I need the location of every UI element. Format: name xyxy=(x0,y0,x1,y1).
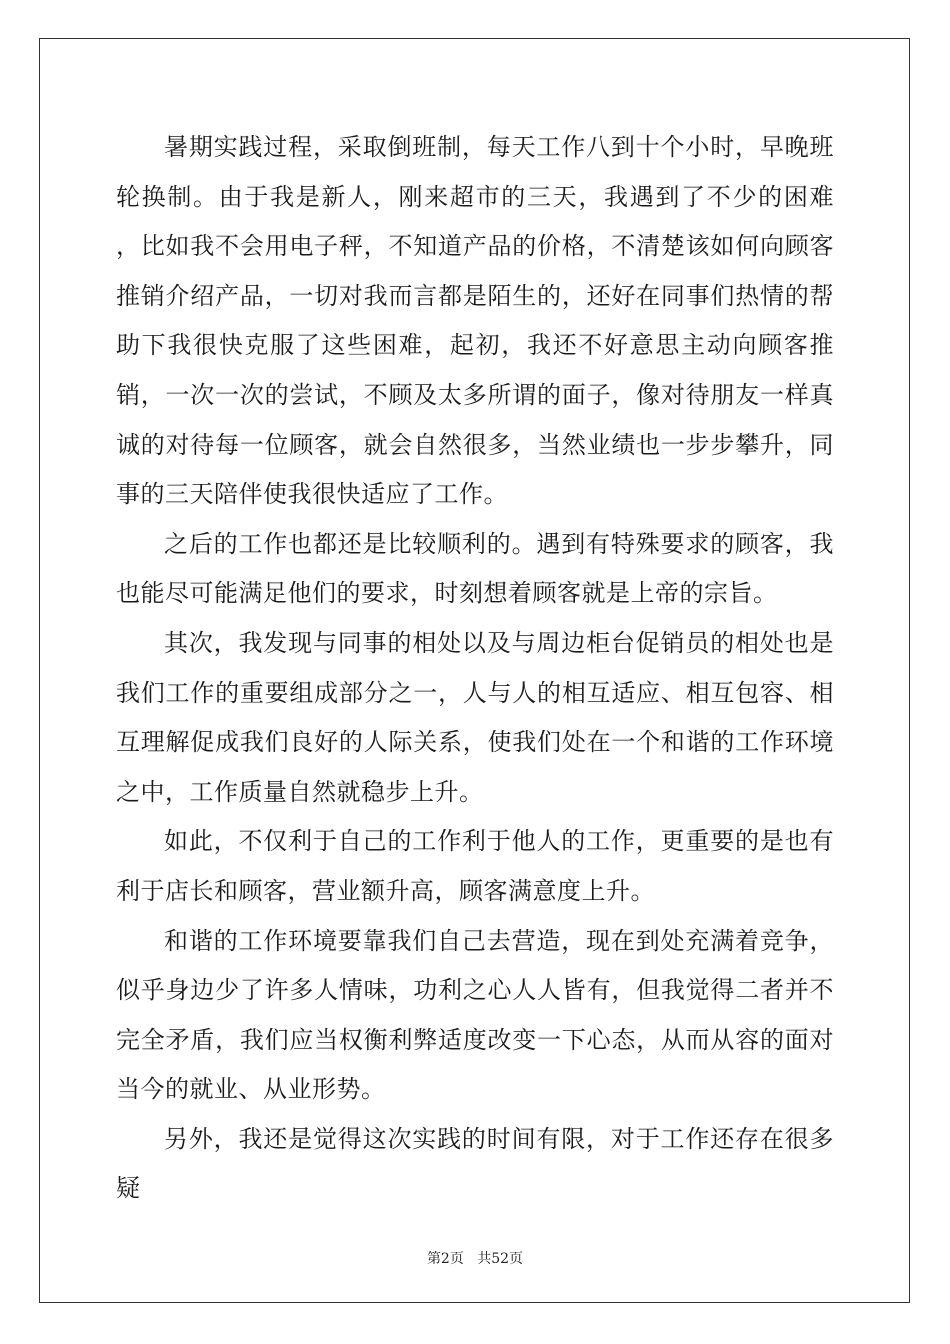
paragraph: 暑期实践过程，采取倒班制，每天工作八到十个小时，早晚班轮换制。由于我是新人，刚来超市的三天，我遇到了不少的困难 ，比如我不会用电子秤，不知道产品的价格，不清楚该如何向顾客推销介绍产品，一切对我而言都是陌生的，还好在同事们热情的帮助下我很快克服了这些困难，起初，我还不好意思主动向顾客推销，一次一次的尝试，不顾及太多所谓的面子，像对待朋友一样真诚的对待每一位顾客，就会自然很多，当然业绩也一步步攀升，同事的三天陪伴使我很快适应了工作。 xyxy=(116,133,834,509)
paragraph: 另外，我还是觉得这次实践的时间有限，对于工作还存在很多疑 xyxy=(116,1124,834,1203)
document-body xyxy=(116,123,834,1214)
page-total: 共52页 xyxy=(477,1251,524,1267)
paragraph: 如此，不仅利于自己的工作利于他人的工作，更重要的是也有利于店长和顾客，营业额升高，顾客满意度上升。 xyxy=(116,827,834,905)
paragraph: 之后的工作也都还是比较顺利的。遇到有特殊要求的顾客，我也能尽可能满足他们的要求，时刻想着顾客就是上帝的宗旨。 xyxy=(116,529,834,608)
page-footer xyxy=(0,1248,950,1268)
page-number: 第2页 xyxy=(426,1251,464,1267)
paragraph: 和谐的工作环境要靠我们自己去营造，现在到处充满着竞争，似乎身边少了许多人情味，功利之心人人皆有，但我觉得二者并不完全矛盾，我们应当权衡利弊适度改变一下心态，从而从容的面对当今的就业、从业形势。 xyxy=(116,926,834,1104)
paragraph: 其次，我发现与同事的相处以及与周边柜台促销员的相处也是我们工作的重要组成部分之一，人与人的相互适应、相互包容、相互理解促成我们良好的人际关系，使我们处在一个和谐的工作环境之中，工作质量自然就稳步上升。 xyxy=(116,628,834,806)
